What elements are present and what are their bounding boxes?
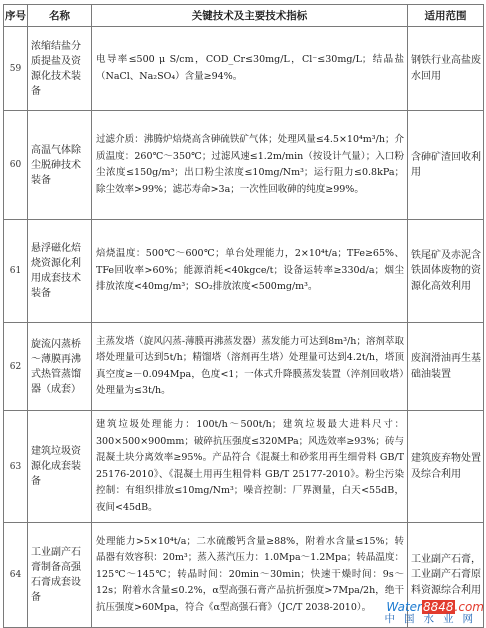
row-technology: 焙烧温度：500℃～600℃；单台处理能力，2×10⁴t/a；TFe≥65%、TFe回收率>60%；能源消耗<40kgce/t；设备运转率≥330d/a；烟尘排放浓度<40mg/m³；SO₂排放浓度<500mg/m³。 — [92, 220, 408, 323]
header-scope: 适用范围 — [408, 5, 484, 27]
table-row — [4, 220, 484, 323]
header-name: 名称 — [28, 5, 92, 27]
row-name: 高温气体除尘脱砷技术装备 — [28, 111, 92, 220]
table-row — [4, 323, 484, 411]
technology-table — [3, 4, 484, 628]
row-technology: 处理能力>5×10⁴t/a；二水硫酸钙含量≥88%，附着水含量≤15%；转晶器有效容积：20m³；蒸入蒸汽压力：1.0Mpa～1.2Mpa；转晶温度：125℃～145℃；转晶时间：20min～30min；快速干燥时间：9s～12s；附着水含量≤0.2%，α型高强石膏产品抗折强度>7Mpa/2h，绝干抗压强度>60Mpa，符合《α型高强石膏》（JC/T 2038-2010）。 — [92, 523, 408, 628]
row-name: 浓缩结盐分质提盐及资源化技术装备 — [28, 27, 92, 111]
watermark-logo: Water8848.com — [386, 600, 484, 614]
watermark-site-name: 中国水业网 — [384, 613, 482, 625]
row-scope: 含砷矿渣回收利用 — [408, 111, 484, 220]
table-row — [4, 411, 484, 523]
row-scope: 钢铁行业高盐废水回用 — [408, 27, 484, 111]
row-technology: 过滤介质：沸腾炉焙烧高含砷硫铁矿气体；处理风量≤4.5×10⁴m³/h；介质温度：260℃～350℃；过滤风速≤1.2m/min（按设计气量）；入口粉尘浓度≤150g/m³；出口粉尘浓度≤10mg/Nm³；运行阻力≤0.8kPa；除尘效率>99%；滤芯寿命>3a；一次性回收砷的纯度≥99%。 — [92, 111, 408, 220]
row-serial-number: 64 — [4, 523, 28, 628]
row-name: 工业副产石膏制备高强石膏成套设备 — [28, 523, 92, 628]
row-scope: 铁尾矿及赤泥含铁固体废物的资源化高效利用 — [408, 220, 484, 323]
row-name: 建筑垃圾资源化成套装备 — [28, 411, 92, 523]
row-name: 悬浮磁化焙烧资源化利用成套技术装备 — [28, 220, 92, 323]
row-serial-number: 63 — [4, 411, 28, 523]
row-serial-number: 59 — [4, 27, 28, 111]
header-serial-number: 序号 — [4, 5, 28, 27]
row-technology: 建筑垃圾处理能力：100t/h～500t/h；建筑垃圾最大进料尺寸：300×500×900mm；破碎抗压强度≤320MPa；风选效率≥93%；砖与混凝土块分离效率≥95%。产品符合《混凝土和砂浆用再生细骨料 GB/T 25176-2010》、《混凝土用再生粗骨料 GB/T 25177-2010》。粉尘污染控制：有组织排放≤10mg/Nm³；噪音控制：厂界测量，白天<55dB，夜间<45dB。 — [92, 411, 408, 523]
header-key-technology: 关键技术及主要技术指标 — [92, 5, 408, 27]
row-name: 旋流闪蒸桥～薄膜再沸式热管蒸馏器（成套） — [28, 323, 92, 411]
row-serial-number: 61 — [4, 220, 28, 323]
table-row — [4, 27, 484, 111]
row-scope: 废润滑油再生基础油装置 — [408, 323, 484, 411]
table-header-row — [4, 5, 484, 27]
row-scope: 工业副产石膏，工业副产石膏原料资源综合利用 — [408, 523, 484, 628]
row-technology: 主蒸发塔（旋风闪蒸-薄膜再沸蒸发器）蒸发能力可达到8m³/h；溶剂萃取塔处理量可达到5t/h；精馏塔（溶剂再生塔）处理量可达到4.2t/h，塔顶真空度≥－0.094Mpa，色度<1；一体式升降膜蒸发装置（淬剂回收塔）处理量为≤3t/h。 — [92, 323, 408, 411]
row-serial-number: 62 — [4, 323, 28, 411]
table-row — [4, 111, 484, 220]
row-scope: 建筑废弃物处置及综合利用 — [408, 411, 484, 523]
row-technology: 电导率≤500 μ S/cm，COD_Cr≤30mg/L，Cl⁻≤30mg/L；结晶盐（NaCl、Na₂SO₄）含量≥94%。 — [92, 27, 408, 111]
row-serial-number: 60 — [4, 111, 28, 220]
